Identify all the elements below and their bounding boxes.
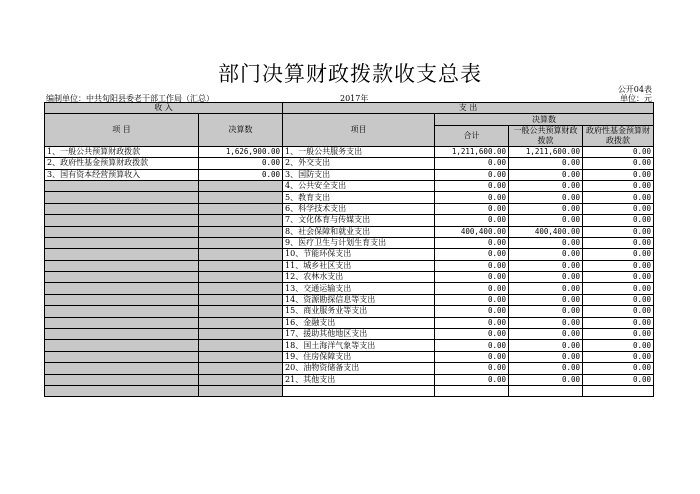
final-amount-header: 决算数 [435, 114, 654, 125]
expense-gov-fund: 0.00 [583, 272, 654, 283]
table-row-empty [45, 385, 654, 396]
table-row [45, 180, 654, 191]
expense-section-header: 支 出 [283, 103, 654, 114]
expense-gov-fund: 0.00 [583, 215, 654, 226]
expense-gov-fund: 0.00 [583, 226, 654, 237]
expense-total: 0.00 [435, 351, 509, 362]
income-item-label: 3、国有资本经营预算收入 [45, 169, 199, 180]
income-item-empty [45, 283, 199, 294]
expense-item-label: 6、科学技术支出 [283, 203, 435, 214]
income-item-label: 1、一般公共预算财政拨款 [45, 146, 199, 157]
expense-gov-fund: 0.00 [583, 180, 654, 191]
expense-gov-fund: 0.00 [583, 294, 654, 305]
expense-total: 0.00 [435, 203, 509, 214]
income-amount-empty [199, 237, 283, 248]
income-amount-empty [199, 329, 283, 340]
income-amount-empty [199, 317, 283, 328]
income-amount-empty [199, 260, 283, 271]
table-row [45, 203, 654, 214]
income-item-empty [45, 192, 199, 203]
expense-general-budget: 0.00 [509, 329, 583, 340]
expense-item-label: 3、国防支出 [283, 169, 435, 180]
expense-item-label: 8、社会保障和就业支出 [283, 226, 435, 237]
income-item-empty [45, 226, 199, 237]
table-row [45, 226, 654, 237]
expense-gov-fund: 0.00 [583, 169, 654, 180]
table-row [45, 283, 654, 294]
expense-item-label: 15、商业服务业等支出 [283, 306, 435, 317]
table-row [45, 374, 654, 385]
expense-item-label: 20、油物资储备支出 [283, 363, 435, 374]
expense-total: 0.00 [435, 329, 509, 340]
expense-total: 0.00 [435, 294, 509, 305]
income-amount-empty [199, 294, 283, 305]
expense-total: 0.00 [435, 272, 509, 283]
total-header: 合计 [435, 125, 509, 146]
income-item-label: 2、政府性基金预算财政拨款 [45, 158, 199, 169]
expense-total: 0.00 [435, 237, 509, 248]
expense-general-budget: 0.00 [509, 294, 583, 305]
expense-total: 0.00 [435, 317, 509, 328]
income-item-empty [45, 363, 199, 374]
income-item-empty [45, 317, 199, 328]
empty-cell [283, 385, 435, 396]
report-title: 部门决算财政拨款收支总表 [218, 62, 482, 86]
expense-general-budget: 0.00 [509, 283, 583, 294]
income-item-empty [45, 294, 199, 305]
expense-item-label: 13、交通运输支出 [283, 283, 435, 294]
expense-gov-fund: 0.00 [583, 374, 654, 385]
expense-general-budget: 0.00 [509, 192, 583, 203]
expense-total: 0.00 [435, 260, 509, 271]
expense-general-budget: 1,211,600.00 [509, 146, 583, 157]
expense-general-budget: 400,400.00 [509, 226, 583, 237]
expense-general-budget: 0.00 [509, 180, 583, 191]
income-item-empty [45, 249, 199, 260]
table-row [45, 329, 654, 340]
expense-total: 0.00 [435, 180, 509, 191]
expense-item-label: 14、资源勘探信息等支出 [283, 294, 435, 305]
expense-general-budget: 0.00 [509, 158, 583, 169]
expense-gov-fund: 0.00 [583, 329, 654, 340]
expense-total: 0.00 [435, 215, 509, 226]
income-amount-empty [199, 226, 283, 237]
income-amount-empty [199, 192, 283, 203]
expense-general-budget: 0.00 [509, 203, 583, 214]
table-row [45, 169, 654, 180]
expense-gov-fund: 0.00 [583, 260, 654, 271]
income-amount-empty [199, 374, 283, 385]
table-row [45, 158, 654, 169]
expense-gov-fund: 0.00 [583, 146, 654, 157]
expense-general-budget: 0.00 [509, 272, 583, 283]
expense-total: 1,211,600.00 [435, 146, 509, 157]
expense-general-budget: 0.00 [509, 169, 583, 180]
expense-gov-fund: 0.00 [583, 249, 654, 260]
income-item-header: 项 目 [45, 114, 199, 146]
expense-item-label: 19、住房保障支出 [283, 351, 435, 362]
expense-gov-fund: 0.00 [583, 317, 654, 328]
income-item-empty [45, 180, 199, 191]
expense-item-label: 2、外交支出 [283, 158, 435, 169]
expense-item-header: 项目 [283, 114, 435, 146]
table-row [45, 237, 654, 248]
compiling-unit: 编制单位：中共旬阳县委老干部工作局（汇总） [46, 94, 214, 103]
expense-total: 0.00 [435, 169, 509, 180]
expense-total: 400,400.00 [435, 226, 509, 237]
income-amount-empty [199, 215, 283, 226]
expense-total: 0.00 [435, 340, 509, 351]
expense-general-budget: 0.00 [509, 363, 583, 374]
income-amount-empty [199, 180, 283, 191]
income-amount-empty [199, 340, 283, 351]
expense-item-label: 4、公共安全支出 [283, 180, 435, 191]
expense-item-label: 17、援助其他地区支出 [283, 329, 435, 340]
expense-gov-fund: 0.00 [583, 283, 654, 294]
table-row [45, 363, 654, 374]
expense-item-label: 9、医疗卫生与计划生育支出 [283, 237, 435, 248]
expense-general-budget: 0.00 [509, 260, 583, 271]
expense-total: 0.00 [435, 363, 509, 374]
expense-general-budget: 0.00 [509, 237, 583, 248]
income-item-empty [45, 203, 199, 214]
table-row [45, 146, 654, 157]
expense-general-budget: 0.00 [509, 351, 583, 362]
income-item-empty [45, 374, 199, 385]
expense-item-label: 7、文化体育与传媒支出 [283, 215, 435, 226]
income-amount-empty [199, 306, 283, 317]
empty-cell [435, 385, 509, 396]
income-amount-empty [199, 272, 283, 283]
income-item-empty [45, 272, 199, 283]
expense-item-label: 11、城乡社区支出 [283, 260, 435, 271]
income-amount: 0.00 [199, 158, 283, 169]
expense-total: 0.00 [435, 306, 509, 317]
income-item-empty [45, 306, 199, 317]
expense-gov-fund: 0.00 [583, 340, 654, 351]
expense-total: 0.00 [435, 249, 509, 260]
expense-gov-fund: 0.00 [583, 351, 654, 362]
income-amount-empty [199, 363, 283, 374]
expense-item-label: 1、一般公共服务支出 [283, 146, 435, 157]
empty-cell [583, 385, 654, 396]
expense-item-label: 18、国土海洋气象等支出 [283, 340, 435, 351]
expense-item-label: 12、农林水支出 [283, 272, 435, 283]
income-item-empty [45, 351, 199, 362]
expense-gov-fund: 0.00 [583, 237, 654, 248]
income-amount-empty [199, 203, 283, 214]
expense-general-budget: 0.00 [509, 317, 583, 328]
table-row [45, 294, 654, 305]
income-item-empty [45, 340, 199, 351]
expense-general-budget: 0.00 [509, 215, 583, 226]
table-row [45, 351, 654, 362]
currency-unit: 单位：元 [620, 94, 652, 103]
table-row [45, 272, 654, 283]
expense-gov-fund: 0.00 [583, 158, 654, 169]
expense-general-budget: 0.00 [509, 306, 583, 317]
empty-cell [45, 385, 199, 396]
income-amount-empty [199, 249, 283, 260]
expense-item-label: 5、教育支出 [283, 192, 435, 203]
table-row [45, 249, 654, 260]
expense-total: 0.00 [435, 158, 509, 169]
income-item-empty [45, 237, 199, 248]
expense-total: 0.00 [435, 192, 509, 203]
income-section-header: 收 入 [45, 103, 283, 114]
table-row [45, 340, 654, 351]
expense-gov-fund: 0.00 [583, 203, 654, 214]
income-item-empty [45, 260, 199, 271]
expense-gov-fund: 0.00 [583, 306, 654, 317]
expense-gov-fund: 0.00 [583, 363, 654, 374]
income-amount: 0.00 [199, 169, 283, 180]
budget-table [44, 102, 654, 397]
expense-gov-fund: 0.00 [583, 192, 654, 203]
income-item-empty [45, 329, 199, 340]
form-number: 公开04表 [617, 85, 652, 94]
empty-cell [509, 385, 583, 396]
table-row [45, 260, 654, 271]
income-amount-empty [199, 351, 283, 362]
gov-fund-header: 政府性基金预算财政拨款 [583, 125, 654, 146]
table-row [45, 317, 654, 328]
income-amount-empty [199, 283, 283, 294]
general-budget-header: 一般公共预算财政拨款 [509, 125, 583, 146]
expense-general-budget: 0.00 [509, 340, 583, 351]
income-amount: 1,626,900.00 [199, 146, 283, 157]
table-row [45, 306, 654, 317]
report-year: 2017年 [340, 94, 369, 103]
expense-general-budget: 0.00 [509, 374, 583, 385]
expense-total: 0.00 [435, 283, 509, 294]
income-amount-header: 决算数 [199, 114, 283, 146]
expense-item-label: 10、节能环保支出 [283, 249, 435, 260]
table-row [45, 215, 654, 226]
expense-total: 0.00 [435, 374, 509, 385]
expense-item-label: 21、其他支出 [283, 374, 435, 385]
income-item-empty [45, 215, 199, 226]
table-row [45, 192, 654, 203]
expense-item-label: 16、金融支出 [283, 317, 435, 328]
empty-cell [199, 385, 283, 396]
expense-general-budget: 0.00 [509, 249, 583, 260]
